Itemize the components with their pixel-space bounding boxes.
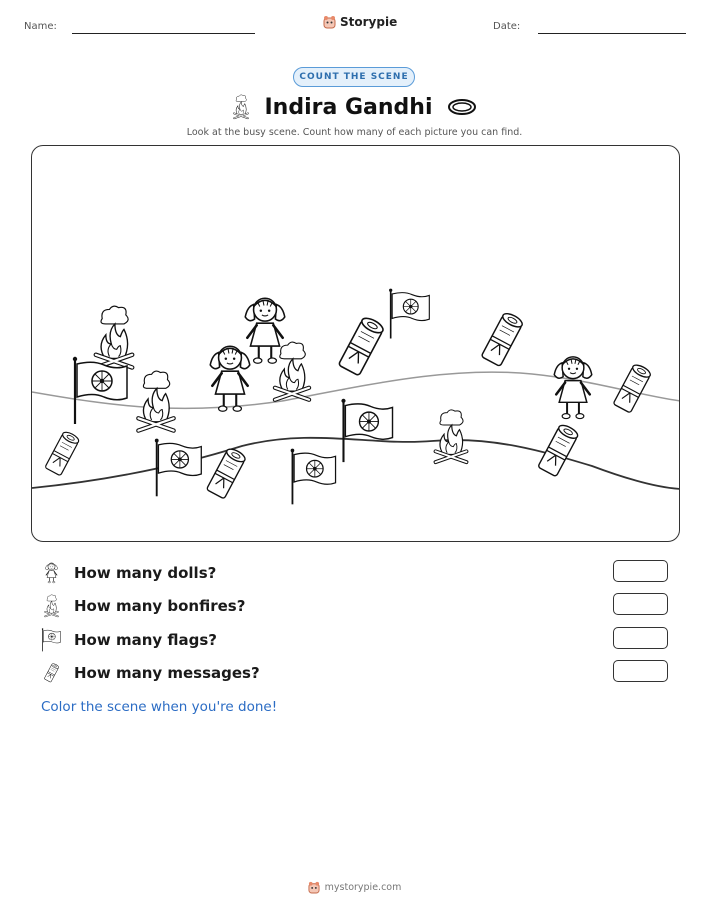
message-icon (41, 661, 62, 685)
footer (0, 880, 709, 894)
scene-bonfire (275, 342, 309, 400)
scene-doll (245, 298, 285, 363)
question-dolls (41, 561, 216, 585)
question-text: How many dolls? (74, 564, 217, 582)
scene-message (338, 315, 385, 375)
scene-message (538, 423, 580, 477)
scene-flag (389, 289, 429, 339)
brand-logo (323, 14, 397, 29)
bonfire-icon (41, 594, 62, 618)
scene-doll (210, 346, 250, 411)
bangle-icon (447, 98, 477, 116)
question-flags (41, 628, 217, 652)
date-line[interactable] (538, 33, 686, 34)
brand-name: Storypie (340, 14, 398, 29)
scene-bonfire (96, 306, 132, 367)
count-scene (31, 145, 680, 542)
scene-message (613, 363, 652, 413)
scene-flag (341, 399, 392, 462)
activity-badge: COUNT THE SCENE (293, 67, 415, 87)
question-text: How many bonfires? (74, 597, 246, 615)
instructions: Look at the busy scene. Count how many of each picture you can find. (186, 127, 523, 138)
page-title: Indira Gandhi (264, 94, 433, 120)
name-line[interactable] (72, 33, 255, 34)
name-label: Name: (24, 21, 57, 32)
storypie-mascot-icon (308, 880, 320, 894)
answer-box-bonfires[interactable] (613, 593, 668, 615)
color-note: Color the scene when you're done! (41, 699, 278, 715)
scene-doll (554, 357, 591, 419)
date-label: Date: (493, 21, 521, 32)
storypie-mascot-icon (323, 14, 336, 29)
scene-flag (155, 439, 201, 497)
bonfire-icon (232, 94, 250, 120)
question-bonfires (41, 594, 245, 618)
answer-box-flags[interactable] (613, 627, 668, 649)
question-text: How many messages? (74, 664, 260, 682)
scene-message (45, 430, 80, 476)
title-row (0, 92, 709, 122)
answer-box-dolls[interactable] (613, 560, 668, 582)
footer-url[interactable]: mystorypie.com (324, 881, 402, 893)
answer-box-messages[interactable] (613, 660, 668, 682)
question-messages (41, 661, 260, 685)
question-text: How many flags? (74, 631, 217, 649)
scene-bonfire (138, 371, 173, 430)
scene-flag (73, 357, 127, 424)
scene-message (481, 311, 524, 366)
doll-icon (41, 561, 62, 585)
scene-bonfire (436, 410, 467, 462)
scene-flag (291, 449, 336, 505)
front-hill (32, 438, 680, 489)
flag-icon (41, 628, 62, 652)
